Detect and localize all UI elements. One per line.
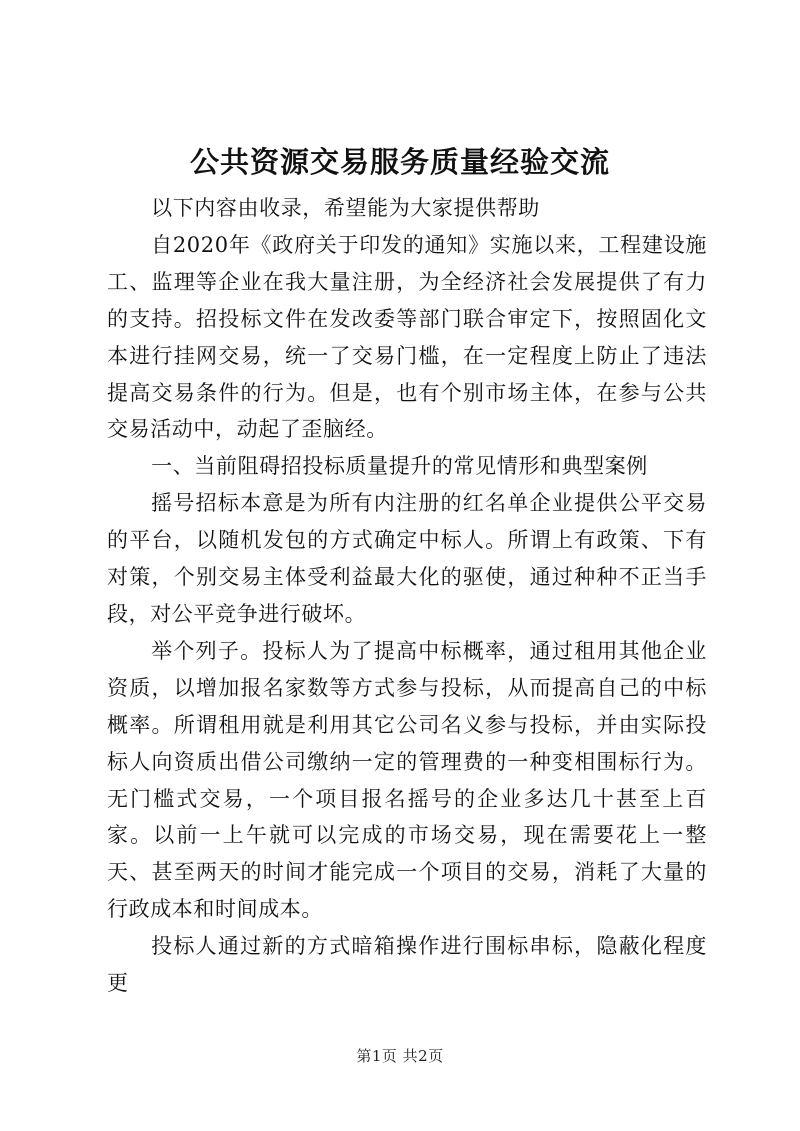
document-title: 公共资源交易服务质量经验交流 [189,145,610,179]
intro-paragraph: 以下内容由收录，希望能为大家提供帮助 [151,196,540,220]
section-heading: 一、当前阻碍招投标质量提升的常见情形和典型案例 [151,454,648,479]
body-paragraph: 自2020年《政府关于印发的通知》实施以来，工程建设施工、监理等企业在我大量注册，为全经济社会发展提供了有力的支持。招投标文件在发改委等部门联合审定下，按照固化文本进行挂网交易，统一了交易门槛，在一定程度上防止了违法提高交易条件的行为。但是，也有个别市场主体，在参与公共交易活动中，动起了歪脑经。 [107,232,707,442]
document-body [107,190,707,1002]
page-number-footer: 第1页 共2页 [356,1047,444,1065]
body-paragraph: 举个列子。投标人为了提高中标概率，通过租用其他企业资质，以增加报名家数等方式参与投标，从而提高自己的中标概率。所谓租用就是利用其它公司名义参与投标，并由实际投标人向资质出借公司缴纳一定的管理费的一种变相围标行为。无门槛式交易，一个项目报名摇号的企业多达几十甚至上百家。以前一上午就可以完成的市场交易，现在需要花上一整天、甚至两天的时间才能完成一个项目的交易，消耗了大量的行政成本和时间成本。 [107,638,707,922]
body-paragraph: 摇号招标本意是为所有内注册的红名单企业提供公平交易的平台，以随机发包的方式确定中标人。所谓上有政策、下有对策，个别交易主体受利益最大化的驱使，通过种种不正当手段，对公平竞争进行破坏。 [107,491,707,626]
body-paragraph: 投标人通过新的方式暗箱操作进行围标串标，隐蔽化程度更 [107,934,707,996]
